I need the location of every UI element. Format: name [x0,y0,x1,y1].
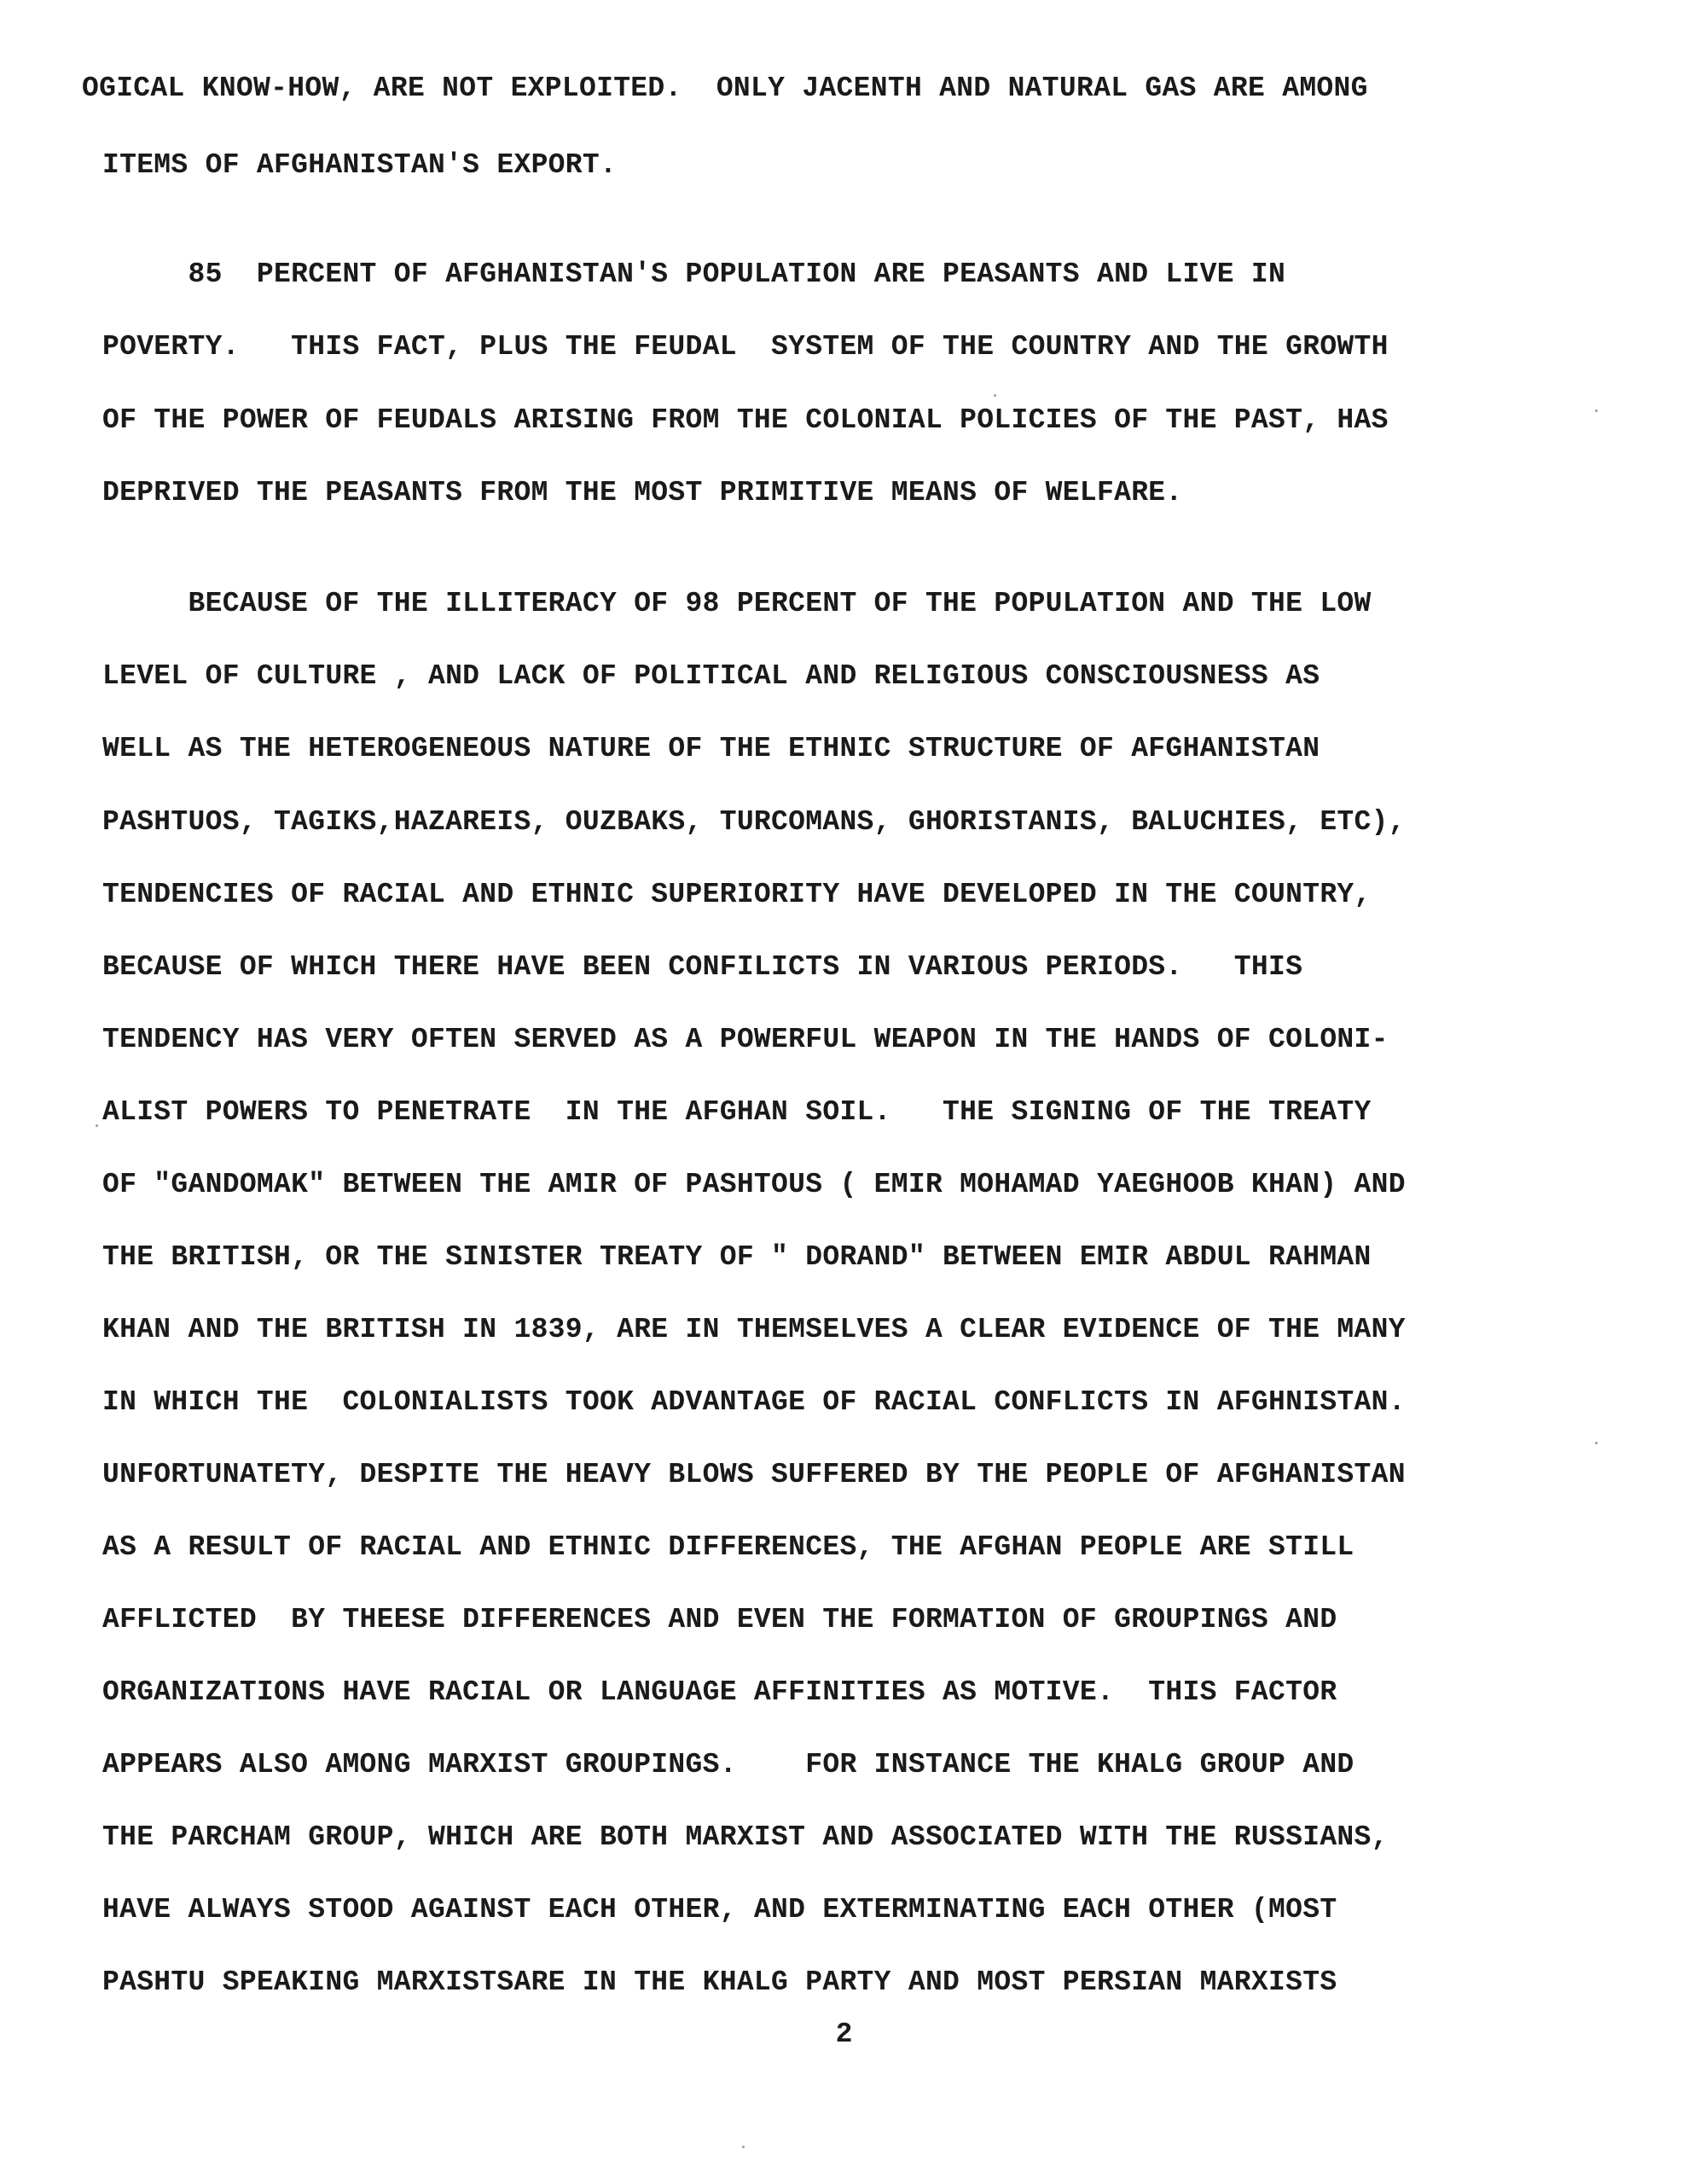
text-line-03: 85 PERCENT OF AFGHANISTAN'S POPULATION ARE PEASANTS AND LIVE IN [102,258,1286,290]
text-line-06: DEPRIVED THE PEASANTS FROM THE MOST PRIMITIVE MEANS OF WELFARE. [102,477,1183,508]
text-line-19: UNFORTUNATETY, DESPITE THE HEAVY BLOWS SUFFERED BY THE PEOPLE OF AFGHANISTAN [102,1459,1406,1490]
text-line-25: HAVE ALWAYS STOOD AGAINST EACH OTHER, AND EXTERMINATING EACH OTHER (MOST [102,1894,1337,1926]
text-line-07: BECAUSE OF THE ILLITERACY OF 98 PERCENT OF THE POPULATION AND THE LOW [102,588,1372,619]
text-line-15: OF "GANDOMAK" BETWEEN THE AMIR OF PASHTOUS ( EMIR MOHAMAD YAEGHOOB KHAN) AND [102,1169,1406,1200]
text-line-17: KHAN AND THE BRITISH IN 1839, ARE IN THEMSELVES A CLEAR EVIDENCE OF THE MANY [102,1314,1406,1345]
scan-speck [1595,410,1598,412]
text-line-21: AFFLICTED BY THEESE DIFFERENCES AND EVEN THE FORMATION OF GROUPINGS AND [102,1604,1337,1635]
text-line-23: APPEARS ALSO AMONG MARXIST GROUPINGS. FOR INSTANCE THE KHALG GROUP AND [102,1749,1354,1780]
text-line-14: ALIST POWERS TO PENETRATE IN THE AFGHAN SOIL. THE SIGNING OF THE TREATY [102,1096,1372,1128]
text-line-01: OGICAL KNOW-HOW, ARE NOT EXPLOITED. ONLY JACENTH AND NATURAL GAS ARE AMONG [82,73,1368,104]
text-line-05: OF THE POWER OF FEUDALS ARISING FROM THE COLONIAL POLICIES OF THE PAST, HAS [102,404,1389,436]
text-line-09: WELL AS THE HETEROGENEOUS NATURE OF THE ETHNIC STRUCTURE OF AFGHANISTAN [102,733,1320,764]
text-line-20: AS A RESULT OF RACIAL AND ETHNIC DIFFERENCES, THE AFGHAN PEOPLE ARE STILL [102,1531,1354,1563]
scan-speck [1595,1442,1598,1444]
scan-speck [994,394,996,397]
text-line-12: BECAUSE OF WHICH THERE HAVE BEEN CONFILICTS IN VARIOUS PERIODS. THIS [102,951,1303,983]
scan-speck [742,2146,745,2148]
text-line-22: ORGANIZATIONS HAVE RACIAL OR LANGUAGE AFFINITIES AS MOTIVE. THIS FACTOR [102,1676,1337,1708]
text-line-26: PASHTU SPEAKING MARXISTSARE IN THE KHALG PARTY AND MOST PERSIAN MARXISTS [102,1966,1337,1998]
text-line-13: TENDENCY HAS VERY OFTEN SERVED AS A POWERFUL WEAPON IN THE HANDS OF COLONI- [102,1024,1389,1055]
text-line-18: IN WHICH THE COLONIALISTS TOOK ADVANTAGE OF RACIAL CONFLICTS IN AFGHNISTAN. [102,1386,1406,1418]
text-line-04: POVERTY. THIS FACT, PLUS THE FEUDAL SYSTEM OF THE COUNTRY AND THE GROWTH [102,331,1389,363]
text-line-10: PASHTUOS, TAGIKS,HAZAREIS, OUZBAKS, TURCOMANS, GHORISTANIS, BALUCHIES, ETC), [102,806,1406,838]
text-line-16: THE BRITISH, OR THE SINISTER TREATY OF " DORAND" BETWEEN EMIR ABDUL RAHMAN [102,1241,1372,1273]
text-line-11: TENDENCIES OF RACIAL AND ETHNIC SUPERIORITY HAVE DEVELOPED IN THE COUNTRY, [102,879,1372,910]
text-line-02: ITEMS OF AFGHANISTAN'S EXPORT. [102,149,618,181]
scan-speck [96,1124,98,1127]
text-line-08: LEVEL OF CULTURE , AND LACK OF POLITICAL AND RELIGIOUS CONSCIOUSNESS AS [102,660,1320,692]
text-line-24: THE PARCHAM GROUP, WHICH ARE BOTH MARXIST AND ASSOCIATED WITH THE RUSSIANS, [102,1821,1389,1853]
page-number: 2 [835,2018,853,2050]
